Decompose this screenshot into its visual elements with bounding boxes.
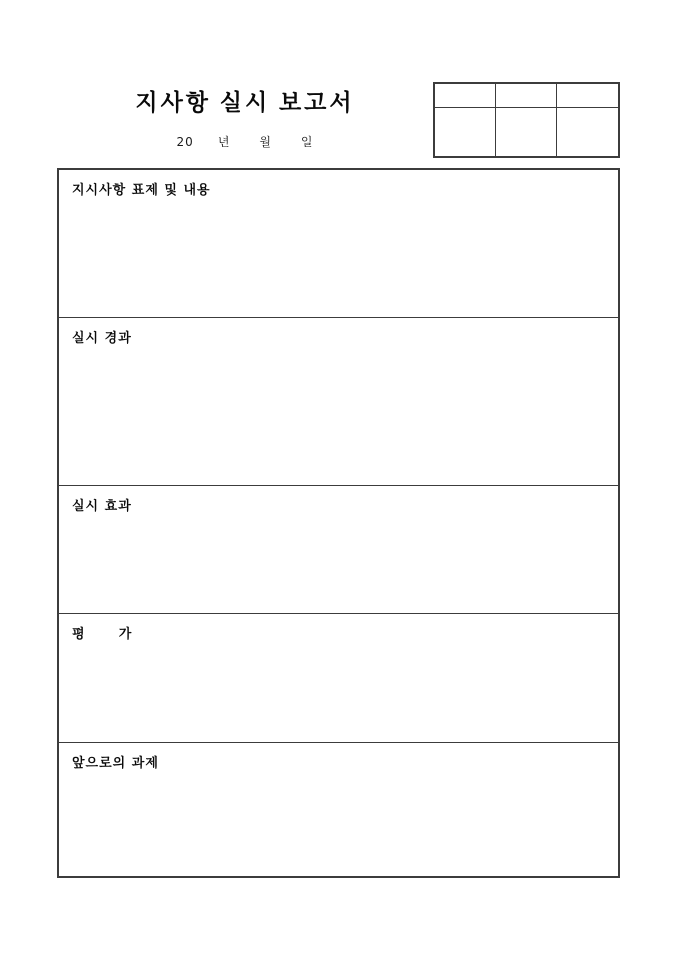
approval-table (433, 82, 620, 158)
approval-cell[interactable] (496, 84, 557, 108)
section-evaluation (59, 613, 618, 742)
section-directive-title-and-content (59, 170, 618, 317)
approval-cell[interactable] (496, 108, 557, 156)
section-content-area[interactable] (59, 198, 618, 317)
section-label: 평 가 (72, 627, 133, 642)
approval-cell[interactable] (557, 108, 618, 156)
approval-cell[interactable] (435, 108, 496, 156)
approval-cell[interactable] (557, 84, 618, 108)
section-label: 앞으로의 과제 (72, 756, 159, 771)
section-implementation-effect (59, 485, 618, 613)
section-content-area[interactable] (59, 642, 618, 742)
approval-cell[interactable] (435, 84, 496, 108)
section-future-tasks (59, 742, 618, 876)
section-content-area[interactable] (59, 346, 618, 485)
section-implementation-progress (59, 317, 618, 485)
date-line: 20 년 월 일 (176, 135, 314, 149)
section-label: 지시사항 표제 및 내용 (72, 183, 211, 198)
section-content-area[interactable] (59, 771, 618, 876)
report-table (57, 168, 620, 878)
section-label: 실시 효과 (72, 499, 132, 514)
section-label: 실시 경과 (72, 331, 132, 346)
page-title: 지사항 실시 보고서 (135, 90, 355, 115)
header-title-block (57, 84, 433, 150)
section-content-area[interactable] (59, 514, 618, 613)
